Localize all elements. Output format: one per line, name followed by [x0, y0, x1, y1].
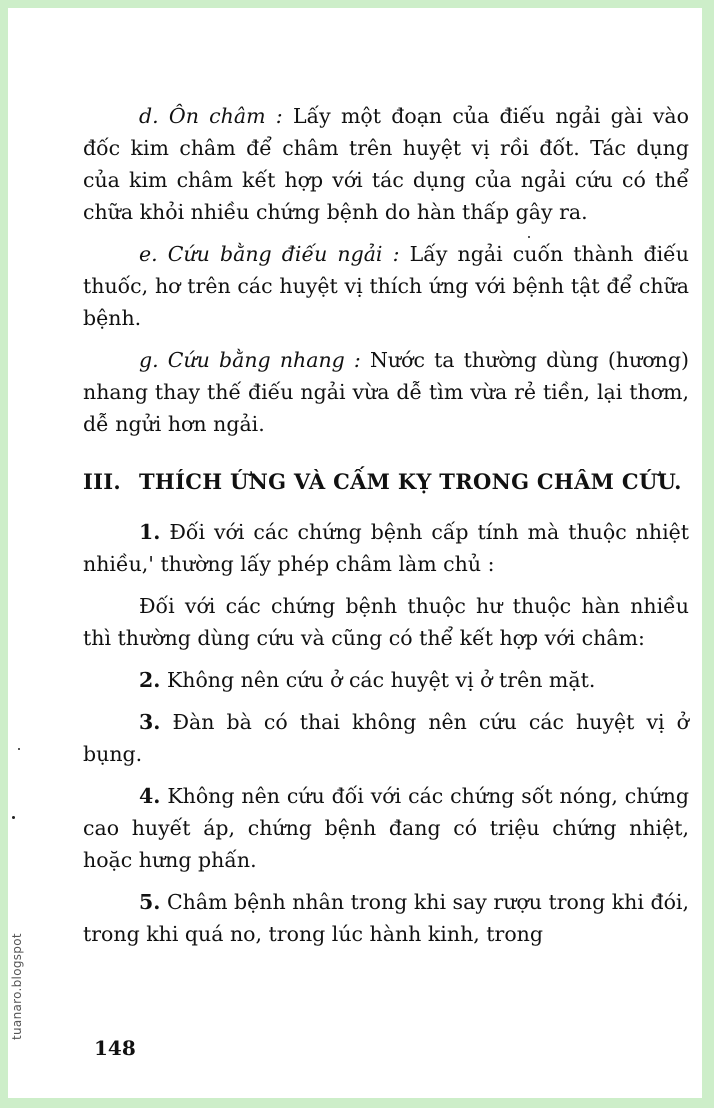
list-item-3 — [83, 706, 689, 770]
list-item-2 — [83, 664, 689, 696]
paragraph-cuu-bang-dieu-ngai — [83, 238, 689, 334]
list-item-1 — [83, 516, 689, 580]
term-label: g. Cứu bằng nhang : — [139, 348, 361, 372]
page-number: 148 — [94, 1036, 136, 1060]
scan-speck — [18, 748, 20, 750]
item-text: Châm bệnh nhân trong khi say rượu trong khi đói, trong khi quá no, trong lúc hành kinh, trong — [83, 890, 689, 946]
paragraph-cuu-bang-nhang — [83, 344, 689, 440]
item-text: Đàn bà có thai không nên cứu các huyệt vị ở bụng. — [83, 710, 689, 766]
list-item-5 — [83, 886, 689, 950]
scan-speck — [12, 816, 15, 819]
scan-speck — [528, 236, 530, 238]
item-text: Đối với các chứng bệnh thuộc hư thuộc hàn nhiều thì thường dùng cứu và cũng có thể kết hợp với châm: — [83, 594, 689, 650]
section-heading — [83, 466, 689, 498]
item-number: 2. — [139, 668, 161, 692]
item-text: Đối với các chứng bệnh cấp tính mà thuộc nhiệt nhiều,' thường lấy phép châm làm chủ : — [83, 520, 689, 576]
page-body — [83, 100, 689, 960]
section-number: III. — [83, 469, 121, 494]
item-number: 4. — [139, 784, 161, 808]
item-number: 5. — [139, 890, 161, 914]
paragraph-text: Lấy một đoạn của điếu ngải gài vào đốc kim châm để châm trên huyệt vị rồi đốt. Tác dụng của kim châm kết hợp với tác dụng của ngải cứu có thể chữa khỏi nhiều chứng bệnh do hàn thấp gây ra. — [83, 104, 689, 224]
paragraph-text: Lấy ngải cuốn thành điếu thuốc, hơ trên các huyệt vị thích ứng với bệnh tật để chữa bệnh. — [83, 242, 689, 330]
item-text: Không nên cứu đối với các chứng sốt nóng, chứng cao huyết áp, chứng bệnh đang có triệu chứng nhiệt, hoặc hưng phấn. — [83, 784, 689, 872]
item-number: 1. — [139, 520, 161, 544]
list-item-1-continuation — [83, 590, 689, 654]
paragraph-on-cham — [83, 100, 689, 228]
paragraph-text: Nước ta thường dùng (hương) nhang thay thế điếu ngải vừa dễ tìm vừa rẻ tiền, lại thơm, dễ ngửi hơn ngải. — [83, 348, 689, 436]
term-label: e. Cứu bằng điếu ngải : — [139, 242, 400, 266]
item-text: Không nên cứu ở các huyệt vị ở trên mặt. — [166, 668, 596, 692]
list-item-4 — [83, 780, 689, 876]
watermark: tuanaro.blogspot — [10, 933, 24, 1040]
item-number: 3. — [139, 710, 161, 734]
book-page — [8, 8, 702, 1098]
term-label: d. Ôn châm : — [139, 104, 283, 128]
section-title: THÍCH ỨNG VÀ CẤM KỴ TRONG CHÂM CỨU. — [139, 469, 682, 494]
